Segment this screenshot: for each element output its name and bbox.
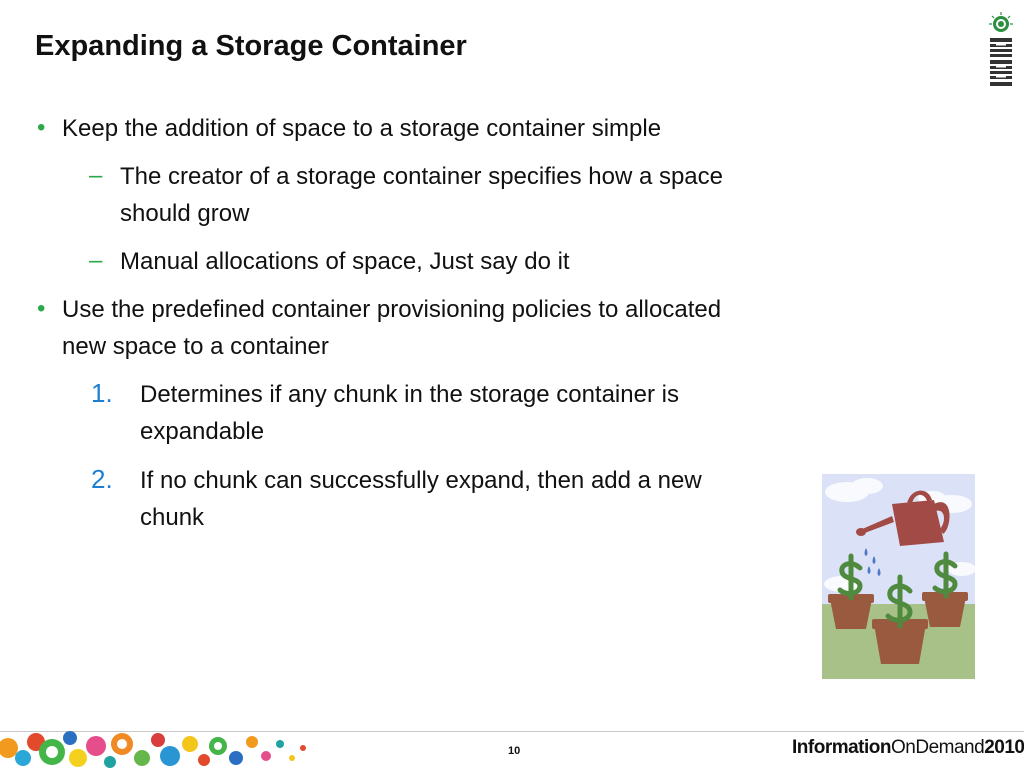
numbered-marker: 1.	[91, 378, 113, 408]
sub-bullet-text-continued: should grow	[120, 200, 250, 227]
numbered-text-continued: expandable	[140, 418, 265, 445]
numbered-marker: 2.	[91, 464, 113, 494]
bullet-text-continued: new space to a container	[62, 333, 329, 360]
slide-title: Expanding a Storage Container	[35, 30, 467, 62]
bullet-marker: •	[37, 295, 46, 322]
sub-bullet-text: The creator of a storage container specifies how a space	[120, 163, 723, 190]
sub-bullet-text: Manual allocations of space, Just say do it	[120, 248, 570, 275]
numbered-text-continued: chunk	[140, 504, 205, 531]
brand-demand: Demand	[915, 737, 985, 758]
sub-bullet-marker: –	[89, 162, 103, 189]
bullet-text: Keep the addition of space to a storage container simple	[62, 115, 662, 142]
ibm-logo-icon	[986, 12, 1016, 92]
page-number: 10	[508, 745, 521, 757]
numbered-text: If no chunk can successfully expand, then add a new	[140, 467, 702, 494]
brand-logo	[792, 737, 1024, 759]
brand-on: On	[891, 737, 916, 758]
brand-information: Information	[792, 737, 891, 758]
sub-bullet-marker: –	[89, 247, 103, 274]
bullet-text: Use the predefined container provisioning policies to allocated	[62, 296, 722, 323]
decorative-dots-icon	[0, 728, 320, 768]
numbered-text: Determines if any chunk in the storage container is	[140, 381, 679, 408]
watering-can-money-plants-icon	[822, 474, 975, 679]
brand-year: 2010	[984, 737, 1024, 758]
bullet-marker: •	[37, 114, 46, 141]
